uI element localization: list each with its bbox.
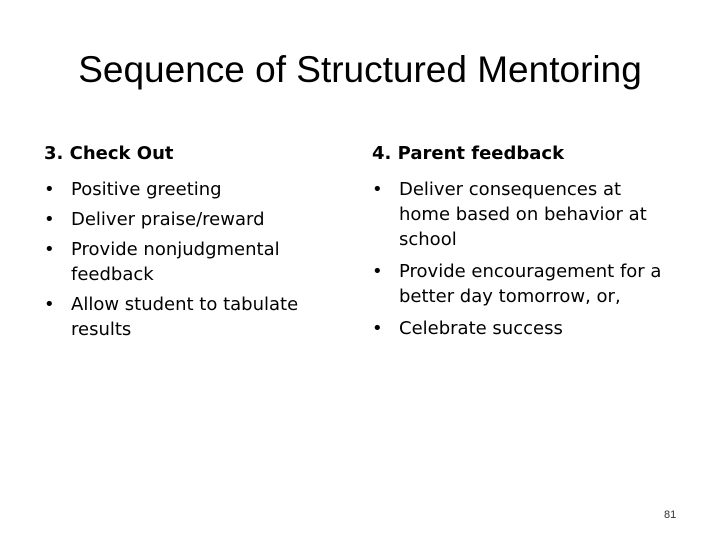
list-item-text: Deliver consequences at home based on behavior at school [399,179,647,250]
left-column-heading: 3. Check Out [44,143,174,164]
bullet-icon: • [372,261,383,282]
list-item [44,207,334,232]
list-item [44,237,334,287]
bullet-icon: • [44,239,55,260]
bullet-icon: • [372,179,383,200]
list-item [372,316,677,341]
left-column [44,140,334,347]
list-item-text: Provide nonjudgmental feedback [71,239,280,285]
bullet-icon: • [372,318,383,339]
right-bullet-list [372,177,677,341]
list-item-text: Provide encouragement for a better day tomorrow, or, [399,261,662,307]
right-column [372,140,677,348]
page-number: 81 [664,509,677,521]
right-column-heading: 4. Parent feedback [372,143,565,164]
list-item-text: Deliver praise/reward [71,209,265,230]
list-item [44,292,334,342]
list-item [372,259,677,309]
list-item-text: Positive greeting [71,179,222,200]
list-item [44,177,334,202]
list-item-text: Celebrate success [399,318,563,339]
left-bullet-list [44,177,334,342]
list-item [372,177,677,252]
bullet-icon: • [44,179,55,200]
slide-title: Sequence of Structured Mentoring [78,49,642,90]
list-item-text: Allow student to tabulate results [71,294,299,340]
bullet-icon: • [44,209,55,230]
bullet-icon: • [44,294,55,315]
